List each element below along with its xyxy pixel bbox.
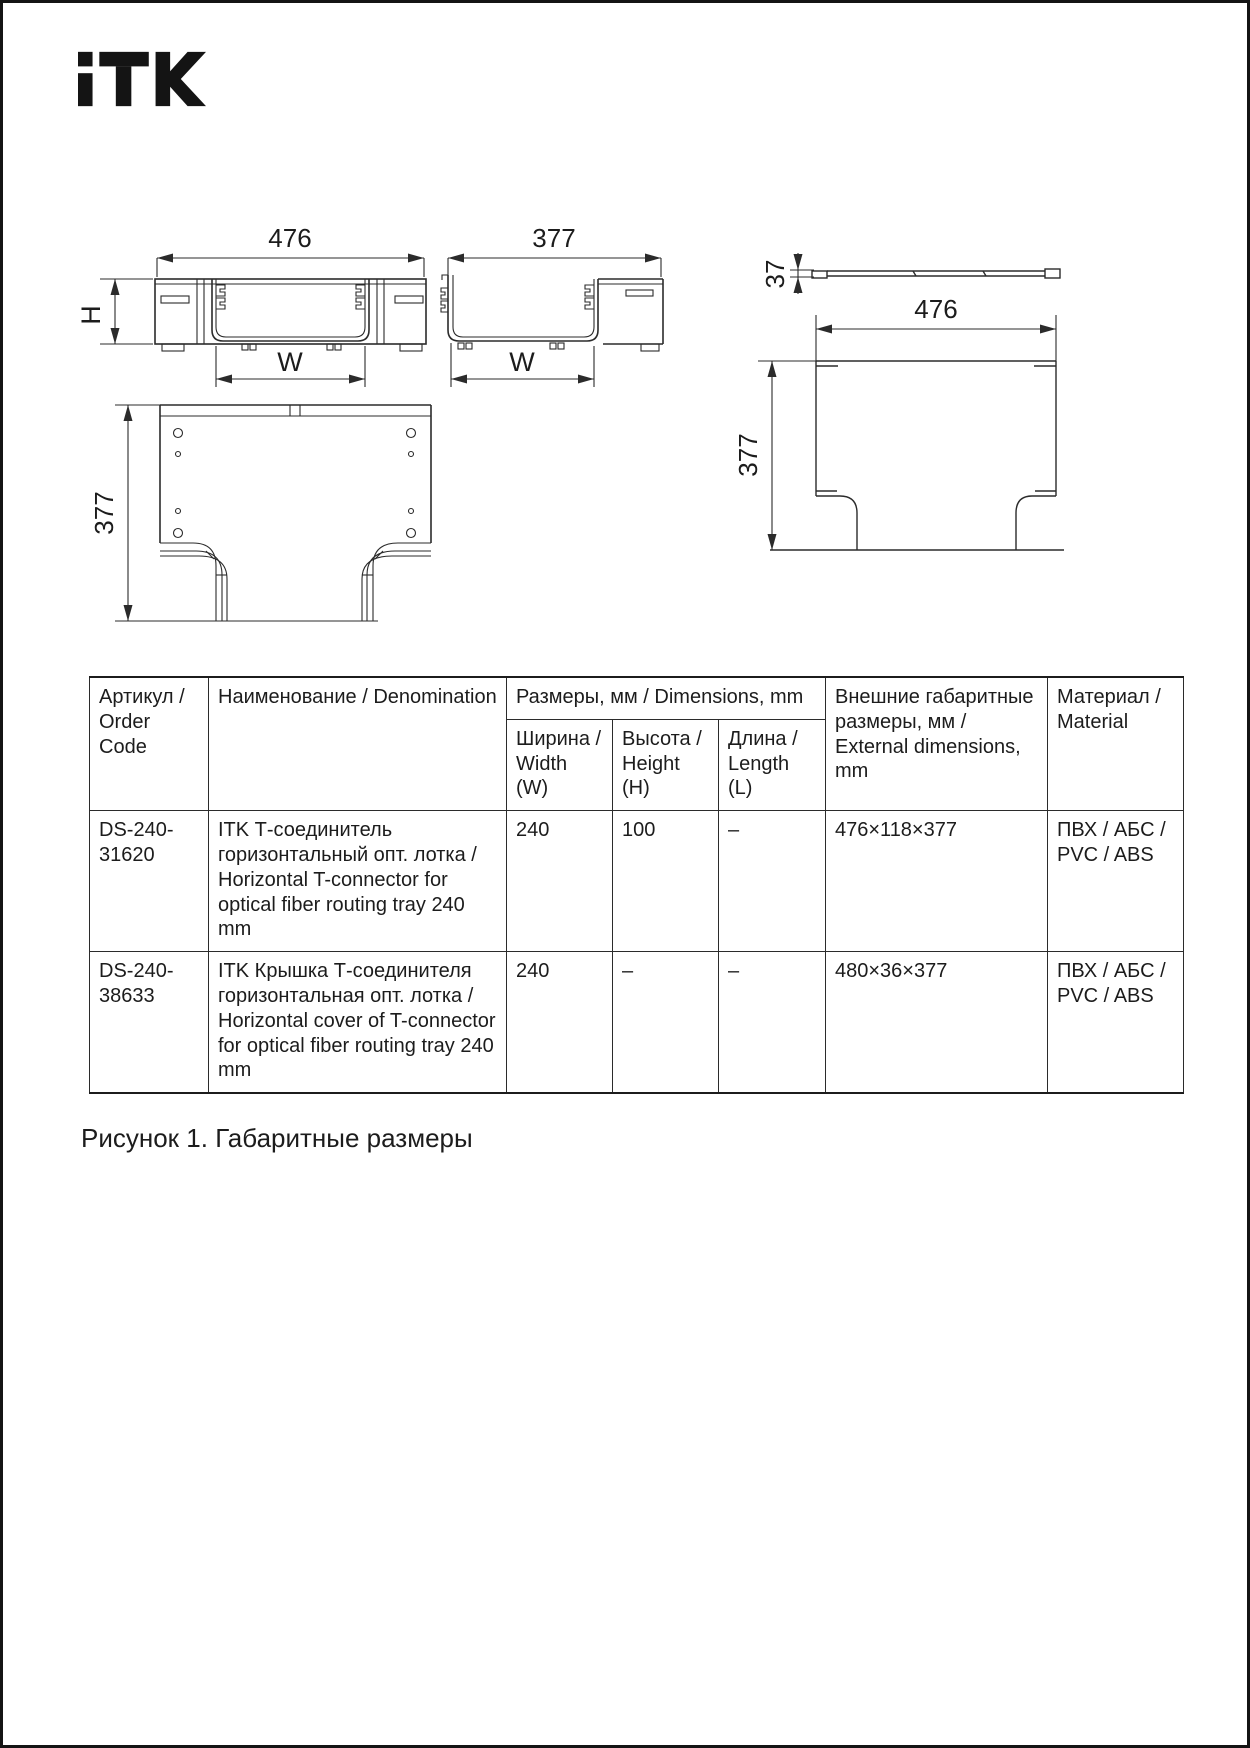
cover-top-view	[733, 294, 1064, 550]
cell-order-code: DS-240-38633	[90, 952, 209, 1093]
arrowhead	[578, 375, 594, 384]
itk-logo	[78, 48, 206, 110]
cell-external: 480×36×377	[826, 952, 1048, 1093]
arrowhead	[794, 254, 803, 270]
arrowhead	[111, 328, 120, 344]
body-top-view	[89, 405, 431, 621]
dim-476-cover	[816, 294, 1056, 361]
col-header-height: Высота / Height (H)	[613, 719, 719, 810]
dim-H	[76, 279, 153, 344]
dim-label-476-cover: 476	[914, 294, 958, 324]
front-section-view	[76, 223, 426, 387]
cell-height: –	[613, 952, 719, 1093]
arrowhead	[794, 277, 803, 293]
dim-377-side	[448, 223, 661, 277]
arrowhead	[216, 375, 232, 384]
cell-height: 100	[613, 811, 719, 952]
dim-label-H: H	[76, 305, 106, 325]
cell-denomination: ITK Крышка Т-соединителя горизонтальная опт. лотка / Horizontal cover of T-connector for optical fiber routing tray 240 mm	[209, 952, 507, 1093]
cover-top-outline	[770, 361, 1064, 550]
body-top-outline	[160, 405, 431, 543]
col-header-material: Материал / Material	[1048, 677, 1184, 811]
arrowhead	[349, 375, 365, 384]
logo-t-bar	[99, 52, 148, 67]
arrowhead	[451, 375, 467, 384]
body-top-details	[115, 405, 431, 621]
dim-377-cover	[733, 361, 816, 550]
arrowhead	[645, 254, 661, 263]
table-row	[90, 811, 1184, 952]
logo-i-dot	[78, 52, 93, 67]
arrowhead	[768, 361, 777, 377]
cover-profile-view	[760, 253, 1060, 294]
arrowhead	[448, 254, 464, 263]
cover-profile-body	[812, 269, 1060, 278]
dim-label-476: 476	[268, 223, 312, 253]
arrowhead	[816, 325, 832, 334]
cell-material: ПВХ / АБС / PVC / ABS	[1048, 952, 1184, 1093]
col-header-denomination: Наименование / Denomination	[209, 677, 507, 811]
arrowhead	[408, 254, 424, 263]
dimension-drawings	[58, 191, 1198, 643]
col-header-external: Внешние габаритные размеры, мм / External dimensions, mm	[826, 677, 1048, 811]
cell-length: –	[719, 811, 826, 952]
cell-material: ПВХ / АБС / PVC / ABS	[1048, 811, 1184, 952]
col-header-order-code: Артикул / Order Code	[90, 677, 209, 811]
dim-label-377-side: 377	[532, 223, 576, 253]
dim-W-side	[451, 343, 594, 387]
figure-caption: Рисунок 1. Габаритные размеры	[81, 1123, 473, 1153]
arrowhead	[111, 279, 120, 295]
cell-denomination: ITK Т-соединитель горизонтальный опт. лотка / Horizontal T-connector for optical fiber routing tray 240 mm	[209, 811, 507, 952]
col-header-dimensions-group: Размеры, мм / Dimensions, mm	[507, 677, 826, 719]
side-section-body	[448, 275, 663, 344]
col-header-width: Ширина / Width (W)	[507, 719, 613, 810]
cell-width: 240	[507, 952, 613, 1093]
dim-label-W-side: W	[509, 347, 535, 377]
dim-label-37: 37	[760, 259, 790, 289]
side-section-view	[441, 223, 663, 387]
logo-k	[156, 52, 206, 106]
dim-37	[760, 253, 814, 294]
dim-label-377-body: 377	[89, 491, 119, 535]
arrowhead	[768, 534, 777, 550]
dim-377-body	[89, 405, 160, 621]
table-row	[90, 952, 1184, 1093]
dim-label-W-front: W	[277, 347, 303, 377]
col-header-length: Длина / Length (L)	[719, 719, 826, 810]
arrowhead	[157, 254, 173, 263]
side-section-details	[441, 275, 663, 351]
dim-476-front	[157, 223, 424, 277]
arrowhead	[124, 605, 133, 621]
dim-label-377-cover: 377	[733, 433, 763, 477]
cell-width: 240	[507, 811, 613, 952]
arrowhead	[1040, 325, 1056, 334]
logo-t-stem	[116, 66, 132, 106]
cell-order-code: DS-240-31620	[90, 811, 209, 952]
spec-table	[89, 676, 1184, 1094]
dim-W-front	[216, 346, 365, 387]
logo-i-stem	[78, 73, 93, 106]
front-section-body	[155, 279, 426, 344]
cell-external: 476×118×377	[826, 811, 1048, 952]
arrowhead	[124, 405, 133, 421]
cell-length: –	[719, 952, 826, 1093]
